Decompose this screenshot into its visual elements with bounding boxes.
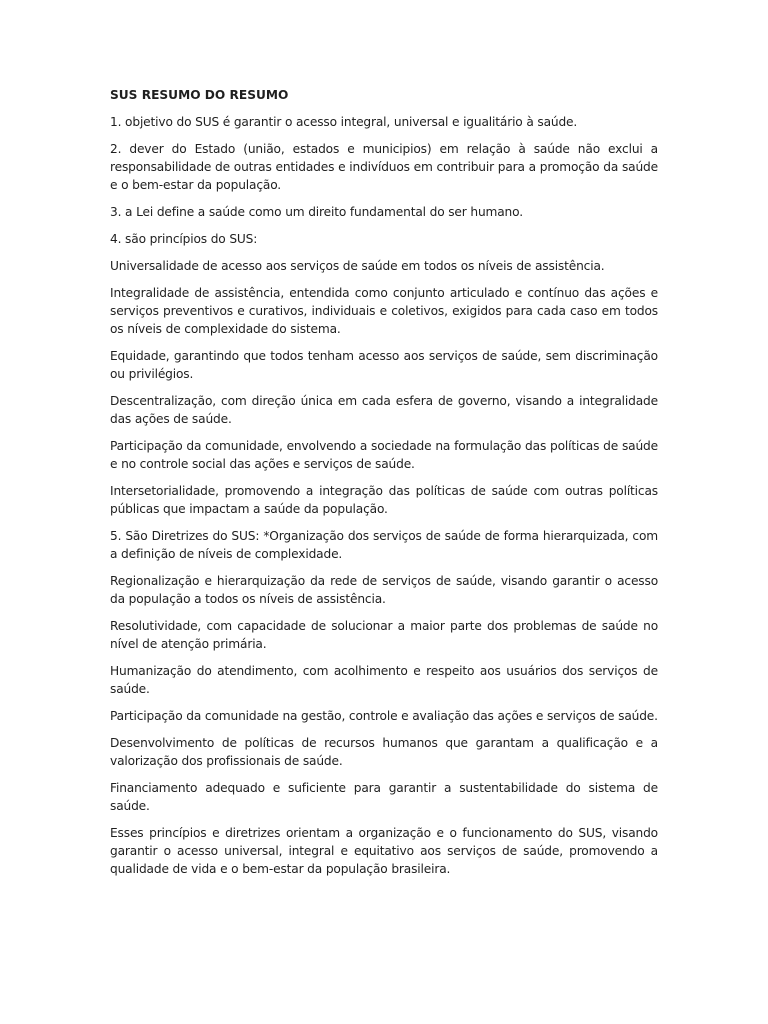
paragraph-lei: 3. a Lei define a saúde como um direito fundamental do ser humano. (110, 205, 523, 219)
paragraph-humanizacao: Humanização do atendimento, com acolhimento e respeito aos usuários dos serviços de saúde. (110, 664, 658, 696)
paragraph-diretrizes: 5. São Diretrizes do SUS: *Organização dos serviços de saúde de forma hierarquizada, com a definição de níveis de complexidade. (110, 529, 658, 561)
paragraph-principios-heading: 4. são princípios do SUS: (110, 232, 258, 246)
paragraph-integralidade: Integralidade de assistência, entendida como conjunto articulado e contínuo das ações e serviços preventivos e curativos, individuais e coletivos, exigidos para cada caso em todos os níveis de complexidade do sistema. (110, 286, 658, 336)
paragraph-resolutividade: Resolutividade, com capacidade de solucionar a maior parte dos problemas de saúde no nível de atenção primária. (110, 619, 658, 651)
paragraph-recursos-humanos: Desenvolvimento de políticas de recursos humanos que garantam a qualificação e a valorização dos profissionais de saúde. (110, 736, 658, 768)
document-title: SUS RESUMO DO RESUMO (110, 88, 289, 102)
document-page (110, 86, 658, 887)
paragraph-participacao-gestao: Participação da comunidade na gestão, controle e avaliação das ações e serviços de saúde. (110, 709, 658, 723)
paragraph-intersetorialidade: Intersetorialidade, promovendo a integração das políticas de saúde com outras políticas públicas que impactam a saúde da população. (110, 484, 658, 516)
paragraph-universalidade: Universalidade de acesso aos serviços de saúde em todos os níveis de assistência. (110, 259, 605, 273)
paragraph-conclusao: Esses princípios e diretrizes orientam a organização e o funcionamento do SUS, visando garantir o acesso universal, integral e equitativo aos serviços de saúde, promovendo a qualidade de vida e o bem-estar da população brasileira. (110, 826, 658, 876)
paragraph-dever-estado: 2. dever do Estado (união, estados e municipios) em relação à saúde não exclui a responsabilidade de outras entidades e indivíduos em contribuir para a promoção da saúde e o bem-estar da população. (110, 142, 658, 192)
paragraph-regionalizacao: Regionalização e hierarquização da rede de serviços de saúde, visando garantir o acesso da população a todos os níveis de assistência. (110, 574, 658, 606)
paragraph-descentralizacao: Descentralização, com direção única em cada esfera de governo, visando a integralidade das ações de saúde. (110, 394, 658, 426)
paragraph-equidade: Equidade, garantindo que todos tenham acesso aos serviços de saúde, sem discriminação ou privilégios. (110, 349, 658, 381)
paragraph-participacao: Participação da comunidade, envolvendo a sociedade na formulação das políticas de saúde e no controle social das ações e serviços de saúde. (110, 439, 658, 471)
paragraph-financiamento: Financiamento adequado e suficiente para garantir a sustentabilidade do sistema de saúde. (110, 781, 658, 813)
paragraph-objetivo: 1. objetivo do SUS é garantir o acesso integral, universal e igualitário à saúde. (110, 115, 578, 129)
